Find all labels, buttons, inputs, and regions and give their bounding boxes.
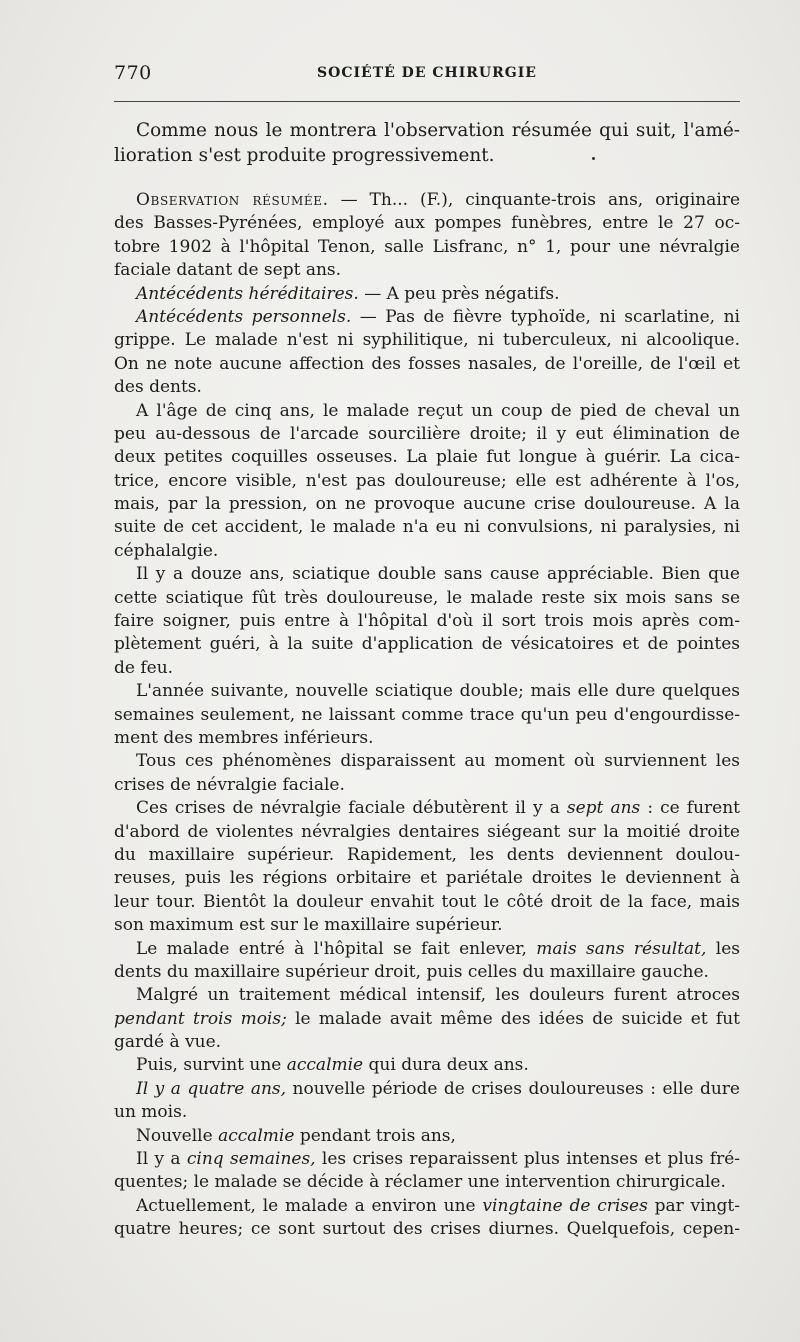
observation-paragraph <box>114 189 740 283</box>
text-line <box>114 938 740 961</box>
text-line: suite de cet accident, le malade n'a eu ni convulsions, ni paralysies, ni <box>114 517 740 538</box>
text-run: Le malade entré à l'hôpital se fait enlever, <box>136 938 537 959</box>
text-line: reuses, puis les régions orbitaire et pariétale droites le deviennent à <box>114 868 740 889</box>
italic-run: accalmie <box>286 1055 364 1076</box>
text-line: dents du maxillaire supérieur droit, puis celles du maxillaire gauche. <box>114 961 709 982</box>
text-line <box>114 283 740 306</box>
text-line: Il y a douze ans, sciatique double sans cause appréciable. Bien que <box>136 564 740 585</box>
italic-run: pendant trois mois; <box>114 1008 287 1029</box>
text-run: : ce furent <box>640 798 740 819</box>
paragraph-gap <box>114 168 740 189</box>
text-line: deux petites coquilles osseuses. La plaie fut longue à guérir. La cica- <box>114 447 740 468</box>
treatment-paragraph <box>114 984 740 1054</box>
text-line: On ne note aucune affection des fosses nasales, de l'oreille, de l'œil et <box>114 353 740 374</box>
italic-run: Il y a quatre ans, <box>136 1078 287 1099</box>
text-run: — Th... (F.), cinquante-trois ans, originaire <box>328 190 740 210</box>
text-line: quentes; le malade se décide à réclamer une intervention chirurgicale. <box>114 1172 726 1193</box>
italic-run: mais sans résultat, <box>536 938 707 959</box>
text-run: les <box>706 938 740 959</box>
page-header <box>114 62 740 92</box>
text-line <box>114 306 740 329</box>
five-weeks-paragraph <box>114 1148 740 1195</box>
text-line <box>114 1148 740 1171</box>
sciatica-paragraph <box>114 563 740 680</box>
phenomena-paragraph <box>114 750 740 797</box>
text-line: L'année suivante, nouvelle sciatique double; mais elle dure quelques <box>136 681 740 702</box>
text-line: Tous ces phénomènes disparaissent au moment où surviennent les <box>136 751 740 772</box>
text-line: cette sciatique fût très douloureuse, le malade reste six mois sans se <box>114 587 740 608</box>
header-rule <box>114 101 740 102</box>
page-number: 770 <box>114 62 152 84</box>
italic-run: vingtaine de crises <box>482 1195 648 1216</box>
text-run: le malade avait même des idées de suicide et fut <box>286 1008 740 1029</box>
text-line: semaines seulement, ne laissant comme trace qu'un peu d'engourdisse- <box>114 704 740 725</box>
age-paragraph <box>114 400 740 564</box>
text-run: les crises reparaissent plus intenses et plus fré- <box>315 1149 740 1170</box>
text-line: quatre heures; ce sont surtout des crises diurnes. Quelquefois, cepen- <box>114 1219 740 1240</box>
text-line <box>114 189 740 212</box>
hereditary-paragraph <box>114 283 740 306</box>
text-line: un mois. <box>114 1102 188 1123</box>
hospital-paragraph <box>114 938 740 985</box>
italic-label: Antécédents personnels. <box>136 306 352 327</box>
text-line: trice, encore visible, n'est pas douloureuse; elle est adhérente à l'os, <box>114 470 740 491</box>
text-line: mais, par la pression, on ne provoque aucune crise douloureuse. A la <box>114 494 740 515</box>
text-line: A l'âge de cinq ans, le malade reçut un coup de pied de cheval un <box>136 400 740 421</box>
text-run: nouvelle période de crises douloureuses : elle dure <box>286 1078 740 1099</box>
crises-paragraph <box>114 797 740 937</box>
text-run: Actuellement, le malade a environ une <box>136 1195 483 1216</box>
next-year-paragraph <box>114 680 740 750</box>
text-run: Puis, survint une <box>136 1055 287 1076</box>
text-line: lioration s'est produite progressivement. <box>114 145 495 166</box>
text-run: qui dura deux ans. <box>363 1055 529 1076</box>
text-line: de feu. <box>114 657 174 678</box>
text-run: Il y a <box>136 1149 187 1170</box>
calm-paragraph <box>114 1054 740 1077</box>
text-line: Malgré un traitement médical intensif, les douleurs furent atroces <box>136 985 740 1006</box>
observation-heading: Observation résumée. <box>136 190 329 210</box>
text-line: d'abord de violentes névralgies dentaires siégeant sur la moitié droite <box>114 821 740 842</box>
italic-label: Antécédents héréditaires. <box>136 283 359 304</box>
text-line: des Basses-Pyrénées, employé aux pompes funèbres, entre le 27 oc- <box>114 213 740 234</box>
text-line: gardé à vue. <box>114 1032 222 1053</box>
text-line <box>114 797 740 820</box>
text-line <box>114 1195 740 1218</box>
text-run: Ces crises de névralgie faciale débutèrent il y a <box>136 798 567 819</box>
currently-paragraph <box>114 1195 740 1242</box>
italic-run: accalmie <box>218 1125 295 1146</box>
text-run: par vingt- <box>647 1195 740 1216</box>
text-line <box>114 1054 740 1077</box>
text-line: céphalalgie. <box>114 540 219 561</box>
text-line: son maximum est sur le maxillaire supérieur. <box>114 915 503 936</box>
text-run: — A peu près négatifs. <box>358 283 560 304</box>
text-line: faciale datant de sept ans. <box>114 260 342 281</box>
italic-run: sept ans <box>566 798 641 819</box>
intro-paragraph <box>114 118 740 168</box>
text-line: plètement guéri, à la suite d'application de vésicatoires et de pointes <box>114 634 740 655</box>
text-line: du maxillaire supérieur. Rapidement, les dents deviennent doulou- <box>114 844 740 865</box>
new-calm-paragraph <box>114 1125 740 1148</box>
text-line <box>114 1125 740 1148</box>
text-line: crises de névralgie faciale. <box>114 774 345 795</box>
text-line: peu au-dessous de l'arcade sourcilière droite; il y eut élimination de <box>114 423 740 444</box>
running-head: SOCIÉTÉ DE CHIRURGIE <box>317 65 537 81</box>
four-years-paragraph <box>114 1078 740 1125</box>
text-line <box>114 1008 740 1031</box>
text-line <box>114 1078 740 1101</box>
italic-run: cinq semaines, <box>186 1149 316 1170</box>
text-line: grippe. Le malade n'est ni syphilitique, ni tuberculeux, ni alcoolique. <box>114 330 740 351</box>
text-line: ment des membres inférieurs. <box>114 727 374 748</box>
text-run: pendant trois ans, <box>294 1125 456 1146</box>
text-line: des dents. <box>114 377 202 398</box>
text-line: tobre 1902 à l'hôpital Tenon, salle Lisfranc, n° 1, pour une névralgie <box>114 236 740 257</box>
text-run: Nouvelle <box>136 1125 219 1146</box>
body-text <box>114 118 740 1242</box>
personal-paragraph <box>114 306 740 400</box>
text-run: — Pas de fièvre typhoïde, ni scarlatine, ni <box>351 306 740 327</box>
text-line: leur tour. Bientôt la douleur envahit tout le côté droit de la face, mais <box>114 891 740 912</box>
text-line: faire soigner, puis entre à l'hôpital d'où il sort trois mois après com- <box>114 611 740 632</box>
text-line: Comme nous le montrera l'observation résumée qui suit, l'amé- <box>136 120 740 141</box>
